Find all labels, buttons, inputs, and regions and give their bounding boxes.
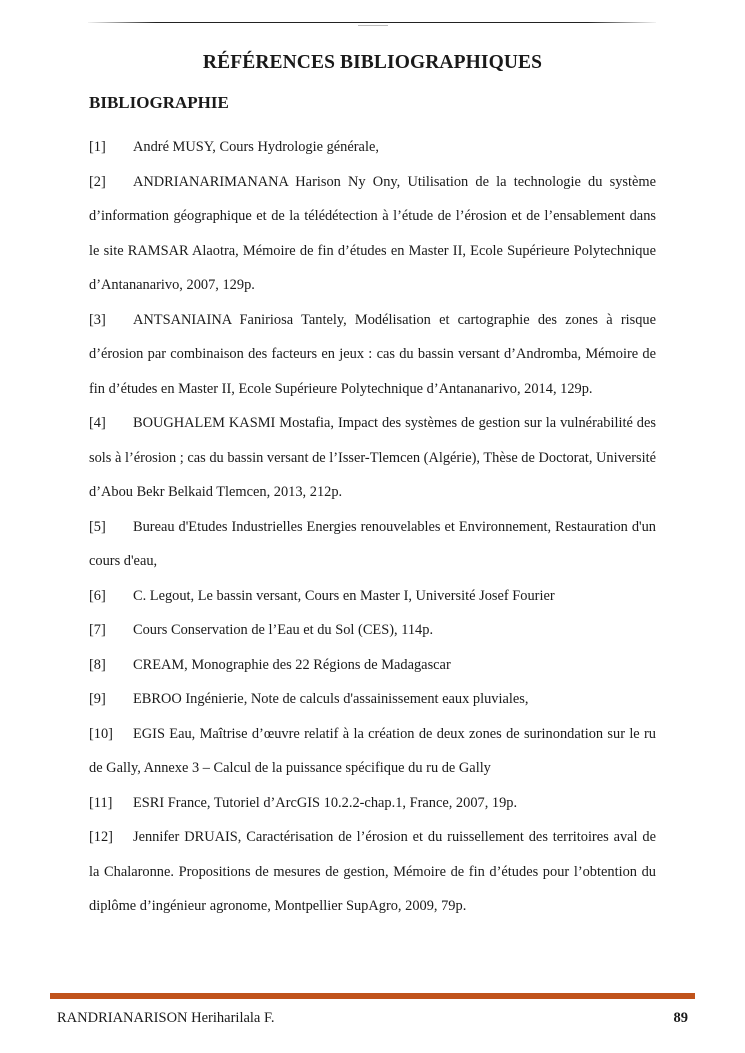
- section-heading: BIBLIOGRAPHIE: [89, 93, 229, 112]
- reference-item: [89, 406, 656, 510]
- reference-number: [10]: [89, 725, 113, 742]
- reference-text: ANDRIANARIMANANA Harison Ny Ony, Utilisation de la technologie du système d’information géographique et de la télédétection à l’étude de l’érosion et de l’ensablement dans le site RAMSAR Alaotra, Mémoire de fin d’études en Master II, Ecole Supérieure Polytechnique d’Antananarivo, 2007, 129p.: [89, 173, 656, 293]
- reference-text: EBROO Ingénierie, Note de calculs d'assainissement eaux pluviales,: [133, 691, 529, 707]
- reference-item: [89, 786, 656, 821]
- reference-text: ANTSANIAINA Faniriosa Tantely, Modélisation et cartographie des zones à risque d’érosion par combinaison des facteurs en jeux : cas du bassin versant d’Andromba, Mémoire de fin d’études en Master II, Ecole Supérieure Polytechnique d’Antananarivo, 2014, 129p.: [89, 311, 656, 397]
- reference-number: [7]: [89, 622, 106, 638]
- reference-item: [89, 303, 656, 407]
- reference-text: C. Legout, Le bassin versant, Cours en Master I, Université Josef Fourier: [133, 587, 555, 604]
- reference-list: [89, 130, 656, 924]
- reference-text: Jennifer DRUAIS, Caractérisation de l’érosion et du ruissellement des territoires aval de la Chalaronne. Propositions de mesures de gestion, Mémoire de fin d’études pour l’obtention du diplôme d’ingénieur agronome, Montpellier SupAgro, 2009, 79p.: [89, 829, 656, 914]
- reference-number: [3]: [89, 311, 106, 328]
- reference-text: BOUGHALEM KASMI Mostafia, Impact des systèmes de gestion sur la vulnérabilité des sols à l’érosion ; cas du bassin versant de l’Isser-Tlemcen (Algérie), Thèse de Doctorat, Université d’Abou Bekr Belkaid Tlemcen, 2013, 212p.: [89, 415, 656, 500]
- footer-author: RANDRIANARISON Heriharilala F.: [57, 1010, 275, 1026]
- reference-number: [11]: [89, 794, 113, 811]
- reference-number: [9]: [89, 691, 106, 707]
- reference-number: [4]: [89, 415, 106, 431]
- reference-number: [2]: [89, 173, 106, 190]
- page-title: RÉFÉRENCES BIBLIOGRAPHIQUES: [202, 52, 543, 73]
- reference-text: André MUSY, Cours Hydrologie générale,: [133, 139, 379, 155]
- reference-item: [89, 717, 656, 786]
- reference-item: [89, 613, 656, 648]
- reference-text: Bureau d'Etudes Industrielles Energies renouvelables et Environnement, Restauration d'un cours d'eau,: [89, 518, 656, 569]
- reference-item: [89, 510, 656, 579]
- header-rule: [88, 22, 656, 23]
- reference-number: [8]: [89, 656, 106, 673]
- reference-item: [89, 648, 656, 683]
- footer-bar: [50, 993, 695, 999]
- reference-text: ESRI France, Tutoriel d’ArcGIS 10.2.2-chap.1, France, 2007, 19p.: [133, 794, 518, 811]
- reference-item: [89, 579, 656, 614]
- reference-item: [89, 165, 656, 303]
- page-number: 89: [673, 1010, 688, 1026]
- reference-item: [89, 820, 656, 924]
- reference-item: [89, 682, 656, 717]
- reference-number: [1]: [89, 139, 106, 155]
- reference-text: EGIS Eau, Maîtrise d’œuvre relatif à la création de deux zones de surinondation sur le ru de Gally, Annexe 3 – Calcul de la puissance spécifique du ru de Gally: [89, 725, 656, 776]
- reference-text: Cours Conservation de l’Eau et du Sol (CES), 114p.: [133, 622, 434, 638]
- reference-item: [89, 130, 656, 165]
- reference-number: [12]: [89, 829, 113, 845]
- reference-number: [5]: [89, 518, 106, 535]
- header-mark: [358, 25, 388, 26]
- reference-number: [6]: [89, 587, 106, 604]
- reference-text: CREAM, Monographie des 22 Régions de Madagascar: [133, 656, 451, 673]
